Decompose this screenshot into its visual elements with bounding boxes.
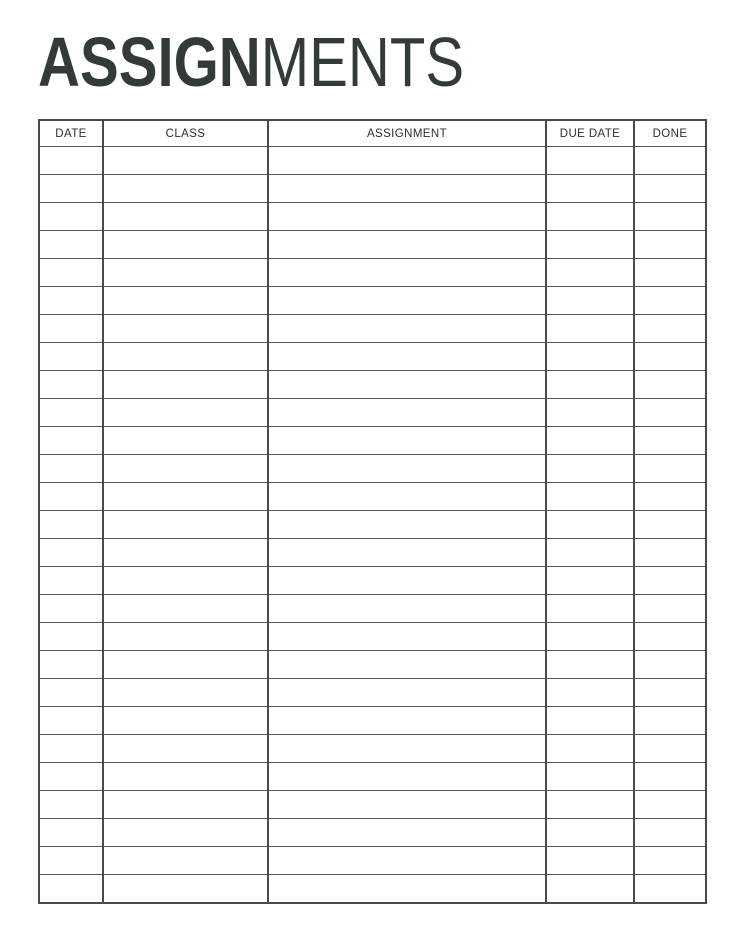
table-cell-class <box>103 511 268 539</box>
table-cell-class <box>103 231 268 259</box>
table-cell-done <box>634 483 706 511</box>
table-cell-assignment <box>268 567 546 595</box>
column-header-date: DATE <box>39 120 103 147</box>
table-row <box>39 427 706 455</box>
table-row <box>39 315 706 343</box>
page-title-light: MENTS <box>260 23 465 101</box>
column-header-assignment: ASSIGNMENT <box>268 120 546 147</box>
table-cell-done <box>634 371 706 399</box>
table-row <box>39 847 706 875</box>
table-cell-due_date <box>546 427 634 455</box>
table-cell-done <box>634 315 706 343</box>
table-row <box>39 455 706 483</box>
table-cell-done <box>634 567 706 595</box>
table-cell-done <box>634 203 706 231</box>
assignments-table-wrap <box>38 119 705 904</box>
table-cell-date <box>39 175 103 203</box>
table-cell-due_date <box>546 315 634 343</box>
table-cell-done <box>634 287 706 315</box>
table-row <box>39 567 706 595</box>
table-cell-date <box>39 651 103 679</box>
table-cell-date <box>39 763 103 791</box>
table-row <box>39 175 706 203</box>
table-cell-assignment <box>268 203 546 231</box>
table-cell-date <box>39 231 103 259</box>
table-cell-assignment <box>268 287 546 315</box>
column-header-class: CLASS <box>103 120 268 147</box>
table-cell-class <box>103 539 268 567</box>
table-cell-done <box>634 791 706 819</box>
table-cell-done <box>634 707 706 735</box>
table-cell-date <box>39 287 103 315</box>
table-cell-due_date <box>546 231 634 259</box>
table-row <box>39 203 706 231</box>
table-cell-due_date <box>546 735 634 763</box>
table-cell-due_date <box>546 875 634 904</box>
table-cell-date <box>39 315 103 343</box>
table-cell-done <box>634 511 706 539</box>
table-cell-due_date <box>546 679 634 707</box>
table-row <box>39 791 706 819</box>
table-cell-class <box>103 707 268 735</box>
table-cell-done <box>634 819 706 847</box>
header-row <box>39 120 706 147</box>
table-cell-class <box>103 343 268 371</box>
table-cell-due_date <box>546 763 634 791</box>
table-cell-done <box>634 763 706 791</box>
table-cell-class <box>103 455 268 483</box>
table-cell-assignment <box>268 595 546 623</box>
table-cell-date <box>39 735 103 763</box>
table-cell-due_date <box>546 567 634 595</box>
table-cell-assignment <box>268 399 546 427</box>
table-cell-due_date <box>546 147 634 175</box>
table-row <box>39 763 706 791</box>
table-cell-class <box>103 427 268 455</box>
table-cell-class <box>103 623 268 651</box>
table-cell-done <box>634 651 706 679</box>
table-cell-due_date <box>546 847 634 875</box>
table-row <box>39 511 706 539</box>
table-cell-done <box>634 455 706 483</box>
table-cell-done <box>634 735 706 763</box>
table-cell-date <box>39 707 103 735</box>
table-cell-assignment <box>268 259 546 287</box>
table-row <box>39 483 706 511</box>
table-cell-done <box>634 875 706 904</box>
table-cell-class <box>103 791 268 819</box>
table-cell-class <box>103 371 268 399</box>
table-row <box>39 651 706 679</box>
table-row <box>39 287 706 315</box>
table-cell-due_date <box>546 819 634 847</box>
table-cell-done <box>634 147 706 175</box>
table-cell-date <box>39 371 103 399</box>
table-cell-date <box>39 539 103 567</box>
table-cell-class <box>103 483 268 511</box>
table-cell-due_date <box>546 259 634 287</box>
table-cell-due_date <box>546 623 634 651</box>
table-cell-date <box>39 203 103 231</box>
page-title-bold: ASSIGN <box>38 23 261 101</box>
assignments-table <box>38 119 707 904</box>
table-cell-due_date <box>546 287 634 315</box>
table-cell-due_date <box>546 175 634 203</box>
table-cell-due_date <box>546 511 634 539</box>
table-cell-class <box>103 259 268 287</box>
table-cell-done <box>634 343 706 371</box>
table-cell-date <box>39 623 103 651</box>
table-cell-assignment <box>268 231 546 259</box>
table-cell-assignment <box>268 847 546 875</box>
table-cell-class <box>103 567 268 595</box>
column-header-done: DONE <box>634 120 706 147</box>
table-cell-due_date <box>546 651 634 679</box>
table-cell-due_date <box>546 203 634 231</box>
table-cell-class <box>103 763 268 791</box>
table-cell-date <box>39 679 103 707</box>
table-cell-assignment <box>268 539 546 567</box>
table-row <box>39 679 706 707</box>
table-cell-due_date <box>546 455 634 483</box>
table-cell-date <box>39 483 103 511</box>
table-cell-due_date <box>546 371 634 399</box>
table-cell-class <box>103 287 268 315</box>
table-cell-assignment <box>268 455 546 483</box>
table-row <box>39 231 706 259</box>
table-cell-assignment <box>268 371 546 399</box>
table-cell-assignment <box>268 763 546 791</box>
table-cell-due_date <box>546 483 634 511</box>
table-cell-assignment <box>268 427 546 455</box>
table-cell-assignment <box>268 343 546 371</box>
table-cell-date <box>39 455 103 483</box>
table-cell-date <box>39 847 103 875</box>
table-cell-date <box>39 875 103 904</box>
table-cell-class <box>103 399 268 427</box>
table-cell-class <box>103 175 268 203</box>
table-cell-due_date <box>546 595 634 623</box>
table-cell-class <box>103 595 268 623</box>
table-cell-due_date <box>546 539 634 567</box>
table-cell-date <box>39 595 103 623</box>
table-cell-due_date <box>546 791 634 819</box>
table-cell-class <box>103 847 268 875</box>
table-cell-assignment <box>268 651 546 679</box>
table-cell-assignment <box>268 511 546 539</box>
table-cell-assignment <box>268 707 546 735</box>
table-row <box>39 539 706 567</box>
column-header-due-date: DUE DATE <box>546 120 634 147</box>
table-row <box>39 399 706 427</box>
table-cell-date <box>39 819 103 847</box>
table-row <box>39 371 706 399</box>
table-row <box>39 595 706 623</box>
table-cell-class <box>103 875 268 904</box>
table-cell-class <box>103 735 268 763</box>
assignments-table-body <box>39 147 706 904</box>
table-cell-done <box>634 259 706 287</box>
table-cell-date <box>39 791 103 819</box>
table-row <box>39 875 706 904</box>
table-cell-done <box>634 399 706 427</box>
table-row <box>39 147 706 175</box>
table-cell-date <box>39 343 103 371</box>
table-cell-class <box>103 651 268 679</box>
table-cell-date <box>39 259 103 287</box>
table-cell-assignment <box>268 735 546 763</box>
table-cell-due_date <box>546 707 634 735</box>
table-row <box>39 735 706 763</box>
table-cell-assignment <box>268 819 546 847</box>
table-cell-done <box>634 539 706 567</box>
table-row <box>39 343 706 371</box>
table-cell-class <box>103 679 268 707</box>
table-cell-assignment <box>268 315 546 343</box>
table-cell-assignment <box>268 623 546 651</box>
table-cell-due_date <box>546 399 634 427</box>
table-cell-assignment <box>268 791 546 819</box>
table-cell-date <box>39 567 103 595</box>
table-cell-done <box>634 427 706 455</box>
table-row <box>39 707 706 735</box>
page-title <box>38 23 465 101</box>
table-cell-assignment <box>268 679 546 707</box>
table-cell-due_date <box>546 343 634 371</box>
table-cell-date <box>39 399 103 427</box>
table-cell-done <box>634 623 706 651</box>
table-cell-date <box>39 427 103 455</box>
table-cell-assignment <box>268 147 546 175</box>
table-row <box>39 819 706 847</box>
table-row <box>39 259 706 287</box>
table-cell-assignment <box>268 875 546 904</box>
table-cell-done <box>634 595 706 623</box>
table-cell-done <box>634 175 706 203</box>
table-cell-assignment <box>268 483 546 511</box>
table-cell-done <box>634 231 706 259</box>
table-cell-class <box>103 147 268 175</box>
table-row <box>39 623 706 651</box>
table-cell-assignment <box>268 175 546 203</box>
table-cell-done <box>634 679 706 707</box>
table-cell-class <box>103 819 268 847</box>
table-cell-date <box>39 511 103 539</box>
table-cell-class <box>103 203 268 231</box>
table-cell-done <box>634 847 706 875</box>
table-cell-class <box>103 315 268 343</box>
table-cell-date <box>39 147 103 175</box>
